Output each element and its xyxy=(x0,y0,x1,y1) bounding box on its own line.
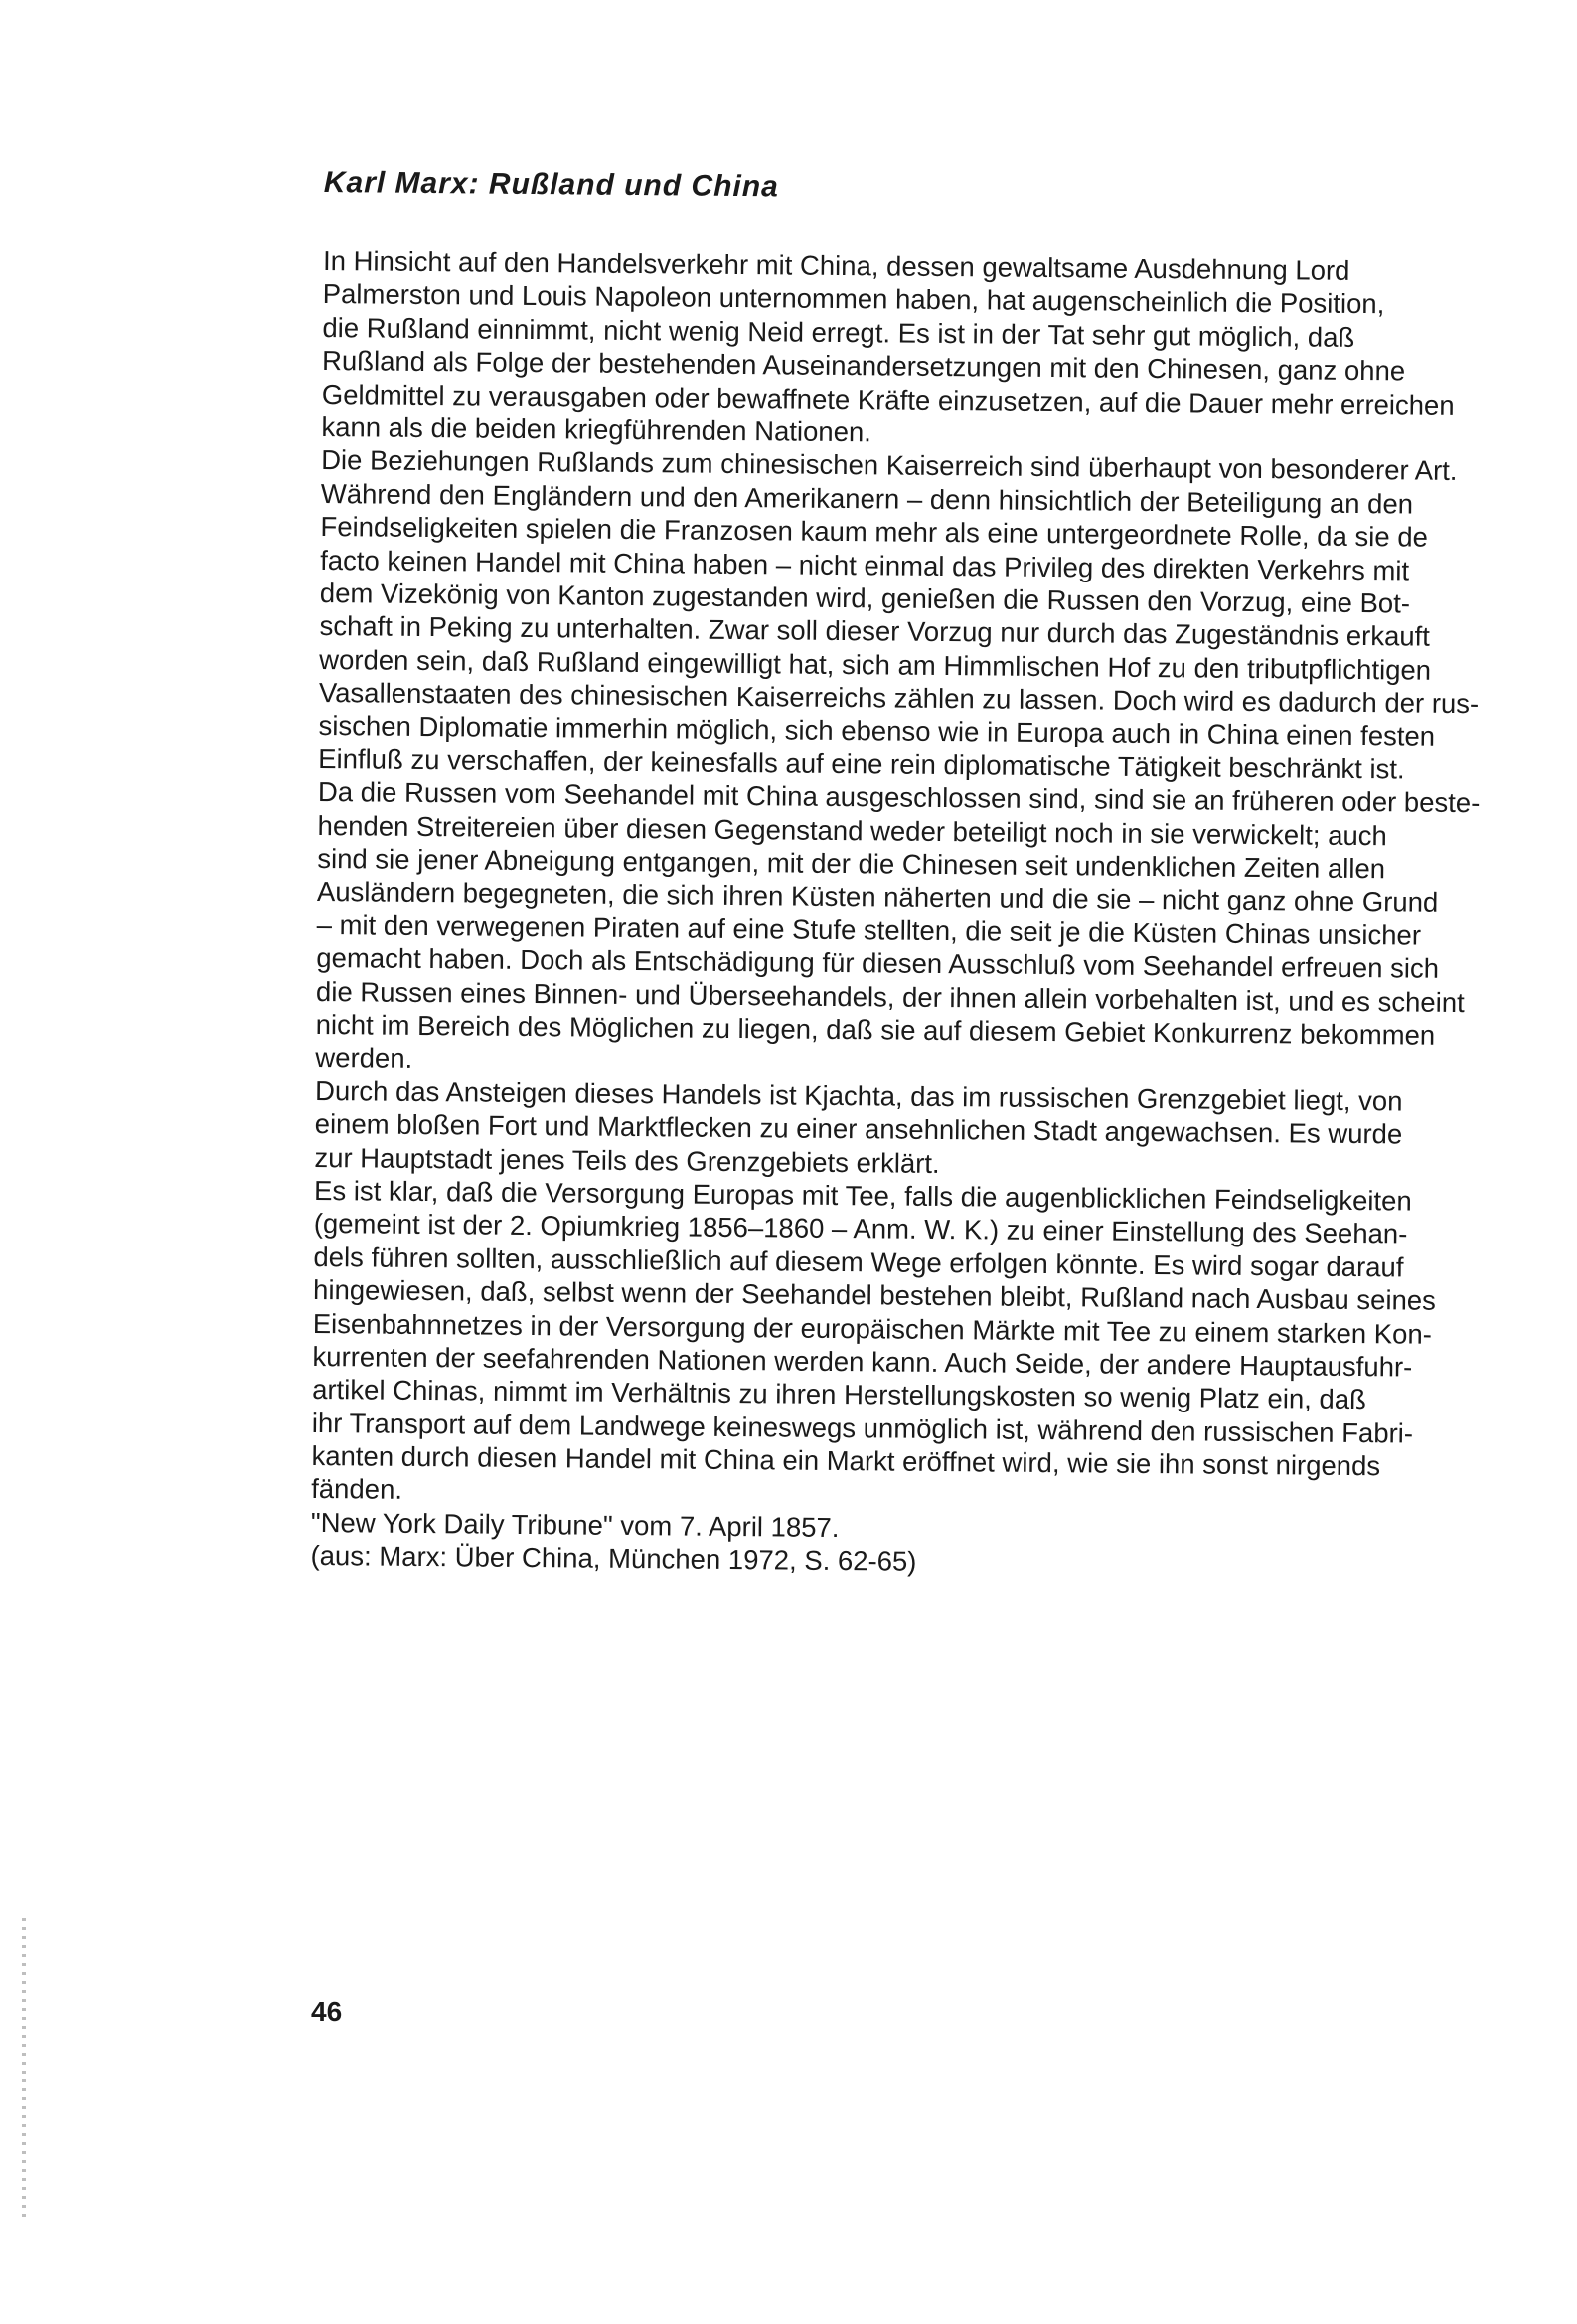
text-line: sind sie jener Abneigung entgangen, mit der die Chinesen seit undenklichen Zeiten allen xyxy=(317,842,1386,885)
scan-edge-artifact xyxy=(22,1918,26,2217)
text-line: sischen Diplomatie immerhin möglich, sich ebenso wie in Europa auch in China einen festen xyxy=(318,710,1436,752)
text-line: Ausländern begegneten, die sich ihren Küsten näherten und die sie – nicht ganz ohne Grund xyxy=(316,876,1439,918)
text-line: nicht im Bereich des Möglichen zu liegen, daß sie auf diesem Gebiet Konkurrenz bekommen xyxy=(315,1008,1436,1051)
text-line: Eisenbahnnetzes in der Versorgung der europäischen Märkte mit Tee zu einem starken Kon- xyxy=(312,1307,1433,1350)
text-line: fänden. xyxy=(311,1473,403,1506)
text-line: gemacht haben. Doch als Entschädigung für diesen Ausschluß vom Seehandel erfreuen sich xyxy=(316,942,1440,985)
text-line: hingewiesen, daß, selbst wenn der Seehandel bestehen bleibt, Rußland nach Ausbau seines xyxy=(312,1274,1437,1316)
document-title: Karl Marx: Rußland und China xyxy=(323,165,780,204)
text-line: (gemeint ist der 2. Opiumkrieg 1856–1860 – Anm. W. K.) zu einer Einstellung des Seehan- xyxy=(313,1208,1408,1249)
text-line: – mit den verwegenen Piraten auf eine Stufe stellten, die seit je die Küsten Chinas unsicher xyxy=(316,909,1422,951)
text-line: Die Beziehungen Rußlands zum chinesischen Kaiserreich sind überhaupt von besonderer Art. xyxy=(321,444,1458,487)
text-block xyxy=(310,165,1576,1584)
text-line: schaft in Peking zu unterhalten. Zwar soll dieser Vorzug nur durch das Zugeständnis erkauft xyxy=(319,610,1431,653)
text-line: henden Streitereien über diesen Gegenstand weder beteiligt noch in sie verwickelt; auch xyxy=(317,809,1387,851)
text-line: dels führen sollten, ausschließlich auf diesem Wege erfolgen könnte. Es wird sogar darauf xyxy=(313,1241,1404,1283)
text-line: Einfluß zu verschaffen, der keinesfalls auf eine rein diplomatische Tätigkeit beschränkt ist. xyxy=(318,743,1405,785)
text-line: werden. xyxy=(315,1042,413,1075)
text-line: Da die Russen vom Seehandel mit China ausgeschlossen sind, sind sie an früheren oder beste- xyxy=(317,776,1481,819)
source-citation: (aus: Marx: Über China, München 1972, S. 62-65) xyxy=(310,1540,917,1577)
text-line: kann als die beiden kriegführenden Nationen. xyxy=(321,411,872,448)
page-number: 46 xyxy=(311,1996,343,2027)
text-line: Palmerston und Louis Napoleon unternommen haben, hat augenscheinlich die Position, xyxy=(322,278,1385,320)
text-line: In Hinsicht auf den Handelsverkehr mit China, dessen gewaltsame Ausdehnung Lord xyxy=(322,245,1350,286)
text-line: kanten durch diesen Handel mit China ein Markt eröffnet wird, wie sie ihn sonst nirgends xyxy=(311,1440,1381,1482)
text-line: die Russen eines Binnen- und Überseehandels, der ihnen allein vorbehalten ist, und es scheint xyxy=(315,975,1465,1018)
text-line: Geldmittel zu verausgaben oder bewaffnete Kräfte einzusetzen, auf die Dauer mehr erreichen xyxy=(321,378,1455,420)
text-line: zur Hauptstadt jenes Teils des Grenzgebiets erklärt. xyxy=(314,1141,940,1179)
text-line: artikel Chinas, nimmt im Verhältnis zu ihren Herstellungskosten so wenig Platz ein, daß xyxy=(312,1374,1367,1415)
text-line: dem Vizekönig von Kanton zugestanden wird, genießen die Russen den Vorzug, eine Bot- xyxy=(319,577,1411,619)
text-line: Vasallenstaaten des chinesischen Kaiserreichs zählen zu lassen. Doch wird es dadurch der rus- xyxy=(318,677,1480,720)
text-line: Durch das Ansteigen dieses Handels ist Kjachta, das im russischen Grenzgebiet liegt, von xyxy=(314,1075,1403,1117)
text-line: Feindseligkeiten spielen die Franzosen kaum mehr als eine untergeordnete Rolle, da sie de xyxy=(320,511,1429,553)
text-line: einem bloßen Fort und Marktflecken zu einer ansehnlichen Stadt angewachsen. Es wurde xyxy=(314,1108,1403,1150)
text-line: Es ist klar, daß die Versorgung Europas mit Tee, falls die augenblicklichen Feindseligkeiten xyxy=(313,1174,1412,1217)
text-line: Rußland als Folge der bestehenden Auseinandersetzungen mit den Chinesen, ganz ohne xyxy=(321,345,1406,387)
text-line: worden sein, daß Rußland eingewilligt hat, sich am Himmlischen Hof zu den tributpflichtigen xyxy=(319,643,1432,686)
text-line: die Rußland einnimmt, nicht wenig Neid erregt. Es ist in der Tat sehr gut möglich, daß xyxy=(322,311,1355,353)
text-line: kurrenten der seefahrenden Nationen werden kann. Auch Seide, der andere Hauptausfuhr- xyxy=(312,1340,1413,1383)
text-line: facto keinen Handel mit China haben – nicht einmal das Privileg des direkten Verkehrs mit xyxy=(320,544,1410,586)
source-citation: "New York Daily Tribune" vom 7. April 1857. xyxy=(310,1506,840,1543)
text-line: Während den Engländern und den Amerikanern – denn hinsichtlich der Beteiligung an den xyxy=(320,477,1414,520)
text-line: ihr Transport auf dem Landwege keineswegs unmöglich ist, während den russischen Fabri- xyxy=(311,1407,1414,1449)
